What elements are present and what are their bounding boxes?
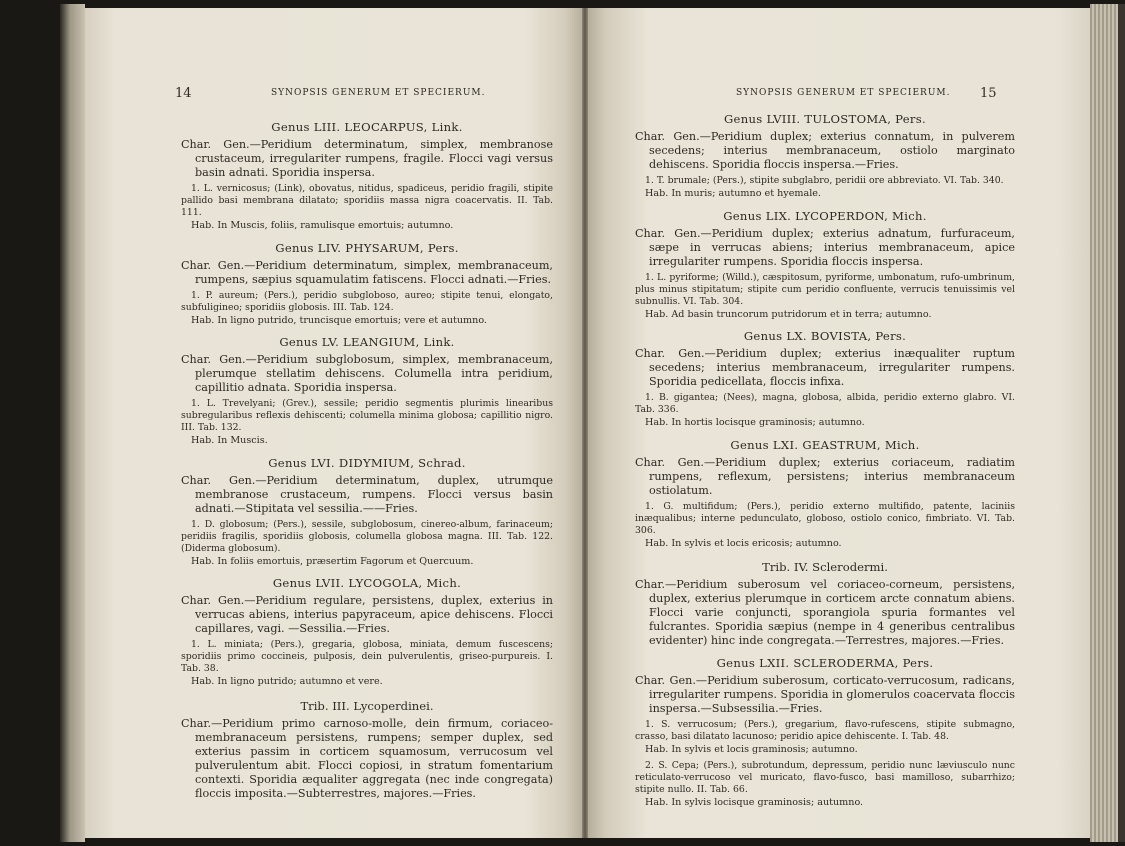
- habitat-note: Hab. In sylvis locisque graminosis; autumno.: [645, 796, 864, 808]
- running-head: SYNOPSIS GENERUM ET SPECIERUM.: [271, 88, 486, 98]
- genus-heading: Genus LXI. GEASTRUM, Mich.: [730, 437, 920, 452]
- species-entry: 1. P. aureum; (Pers.), peridio subgloboso, aureo; stipite tenui, elongato, subfuligineo; sporidiis globosis. III. Tab. 124.: [181, 289, 553, 313]
- species-entry: 1. L. pyriforme; (Willd.), cæspitosum, pyriforme, umbonatum, rufo-umbrinum, plus minus stipitatum; stipite cum peridio confluente, verrucis tenuissimis vel subnullis. VI. Tab. 304.: [635, 271, 1015, 307]
- left-page: [85, 8, 582, 838]
- habitat-note: Hab. In hortis locisque graminosis; autumno.: [645, 417, 865, 428]
- page-number: 14: [175, 86, 192, 101]
- page-body: [635, 104, 1015, 812]
- species-entry: 1. L. vernicosus; (Link), obovatus, nitidus, spadiceus, peridio fragili, stipite pallido basi membrana dilatato; sporidiis massa nigra coacervatis. II. Tab. 111.: [181, 183, 553, 218]
- habitat-note: Hab. In Muscis.: [191, 435, 268, 446]
- book-cover-edge: [1118, 4, 1125, 842]
- genus-heading: Genus LXII. SCLERODERMA, Pers.: [716, 656, 934, 670]
- genus-heading: Genus LIV. PHYSARUM, Pers.: [275, 240, 459, 255]
- character-description: Char. Gen.—Peridium determinatum, simplex, membranaceum, rumpens, sæpius squamulatim fatiscens. Flocci adnati.—Fries.: [181, 258, 553, 286]
- character-description: Char.—Peridium suberosum vel coriaceo-corneum, persistens, duplex, exterius plerumque in corticem arcte connatum abiens. Flocci varie conjuncti, sporangiola spuria formantes vel fulcrantes. Sporidia sæpius (nempe in 4 generibus centralibus evidenter) hinc inde congregata.—Terrestres, majores.—Fries.: [635, 578, 1015, 647]
- character-description: Char. Gen.—Peridium determinatum, duplex, utrumque membranose crustaceum, rumpens. Flocci versus basin adnati.—Stipitata vel sessilia.——Fries.: [181, 473, 553, 515]
- species-entry: 1. S. verrucosum; (Pers.), gregarium, flavo-rufescens, stipite submagno, crasso, basi dilatato lacunoso; peridio apice dehiscente. I. Tab. 48.: [635, 719, 1015, 742]
- habitat-note: Hab. In sylvis et locis graminosis; autumno.: [645, 744, 858, 755]
- species-entry: 1. L. Trevelyani; (Grev.), sessile; peridio segmentis plurimis linearibus subregularibus reflexis dehiscenti; columella minima globosa; capillitio nigro. III. Tab. 132.: [181, 398, 553, 433]
- page-body: [181, 112, 553, 804]
- species-entry: 1. T. brumale; (Pers.), stipite subglabro, peridii ore abbreviato. VI. Tab. 340.: [645, 175, 1004, 186]
- habitat-note: Hab. In sylvis et locis ericosis; autumno.: [645, 537, 842, 549]
- genus-heading: Genus LV. LEANGIUM, Link.: [279, 335, 455, 349]
- genus-heading: Genus LX. BOVISTA, Pers.: [743, 329, 907, 343]
- genus-heading: Genus LVII. LYCOGOLA, Mich.: [272, 576, 462, 590]
- habitat-note: Hab. In foliis emortuis, præsertim Fagorum et Quercuum.: [191, 555, 474, 567]
- character-description: Char. Gen.—Peridium subglobosum, simplex, membranaceum, plerumque stellatim dehiscens. Columella intra peridium, capillitio adnata. Sporidia inspersa.: [181, 353, 553, 394]
- character-description: Char. Gen.—Peridium duplex; exterius adnatum, furfuraceum, sæpe in verrucas abiens; interius membranaceum, apice irregulariter rumpens. Sporidia floccis inspersa.: [635, 226, 1015, 268]
- character-description: Char. Gen.—Peridium regulare, persistens, duplex, exterius in verrucas abiens, interius papyraceum, apice dehiscens. Flocci capillares, vagi. —Sessilia.—Fries.: [181, 594, 553, 635]
- left-page-edges: [60, 4, 85, 842]
- right-page: [588, 8, 1090, 838]
- tribe-heading: Trib. III. Lycoperdinei.: [300, 698, 434, 713]
- habitat-note: Hab. In ligno putrido; autumno et vere.: [191, 676, 383, 687]
- habitat-note: Hab. In ligno putrido, truncisque emortuis; vere et autumno.: [191, 314, 487, 326]
- genus-heading: Genus LIX. LYCOPERDON, Mich.: [723, 208, 927, 223]
- character-description: Char. Gen.—Peridium duplex; exterius coriaceum, radiatim rumpens, reflexum, persistens; interius membranaceum ostiolatum.: [635, 455, 1015, 497]
- habitat-note: Hab. In Muscis, foliis, ramulisque emortuis; autumno.: [191, 220, 454, 231]
- species-entry: 1. B. gigantea; (Nees), magna, globosa, albida, peridio externo glabro. VI. Tab. 336.: [635, 392, 1015, 415]
- genus-heading: Genus LVIII. TULOSTOMA, Pers.: [723, 112, 927, 126]
- genus-heading: Genus LVI. DIDYMIUM, Schrad.: [268, 455, 466, 470]
- habitat-note: Hab. Ad basin truncorum putridorum et in terra; autumno.: [645, 308, 932, 320]
- species-entry: 1. L. miniata; (Pers.), gregaria, globosa, miniata, demum fuscescens; sporidiis primo coccineis, pulposis, dein pulverulentis, griseo-purpureis. I. Tab. 38.: [181, 639, 553, 674]
- character-description: Char. Gen.—Peridium duplex; exterius inæqualiter ruptum secedens; interius membranaceum, irregulariter rumpens. Sporidia pedicellata, floccis infixa.: [635, 347, 1015, 388]
- right-page-edges: [1090, 4, 1118, 842]
- character-description: Char. Gen.—Peridium suberosum, corticato-verrucosum, radicans, irregulariter rumpens. Sporidia in glomerulos coacervata floccis inspersa.—Subsessilia.—Fries.: [635, 674, 1015, 715]
- character-description: Char. Gen.—Peridium duplex; exterius connatum, in pulverem secedens; interius membranaceum, ostiolo marginato dehiscens. Sporidia floccis inspersa.—Fries.: [635, 130, 1015, 171]
- running-head: SYNOPSIS GENERUM ET SPECIERUM.: [736, 88, 951, 98]
- genus-heading: Genus LIII. LEOCARPUS, Link.: [271, 120, 463, 134]
- page-number: 15: [980, 86, 997, 101]
- species-entry: 1. D. globosum; (Pers.), sessile, subglobosum, cinereo-album, farinaceum; peridiis fragilis, sporidiis globosis, columella globosa magna. III. Tab. 122. (Diderma globosum).: [181, 518, 553, 554]
- species-entry: 1. G. multifidum; (Pers.), peridio externo multifido, patente, laciniis inæqualibus; interne pedunculato, globoso, ostiolo conico, fimbriato. VI. Tab. 306.: [635, 500, 1015, 536]
- species-entry: 2. S. Cepa; (Pers.), subrotundum, depressum, peridio nunc læviusculo nunc reticulato-verrucoso vel muricato, flavo-fusco, basi mamilloso, subarrhizo; stipite nullo. II. Tab. 66.: [635, 759, 1015, 795]
- tribe-heading: Trib. IV. Sclerodermi.: [762, 560, 888, 574]
- character-description: Char. Gen.—Peridium determinatum, simplex, membranose crustaceum, irregulariter rumpens, fragile. Flocci vagi versus basin adnati. Sporidia inspersa.: [181, 138, 553, 179]
- habitat-note: Hab. In muris; autumno et hyemale.: [645, 188, 821, 199]
- character-description: Char.—Peridium primo carnoso-molle, dein firmum, coriaceo-membranaceum persistens, rumpens; semper duplex, sed exterius passim in corticem squamosum, verrucosum vel pulverulentum abit. Flocci copiosi, in stratum fomentarium contexti. Sporidia æqualiter aggregata (nec inde congregata) floccis imposita.—Subterrestres, majores.—Fries.: [181, 716, 553, 800]
